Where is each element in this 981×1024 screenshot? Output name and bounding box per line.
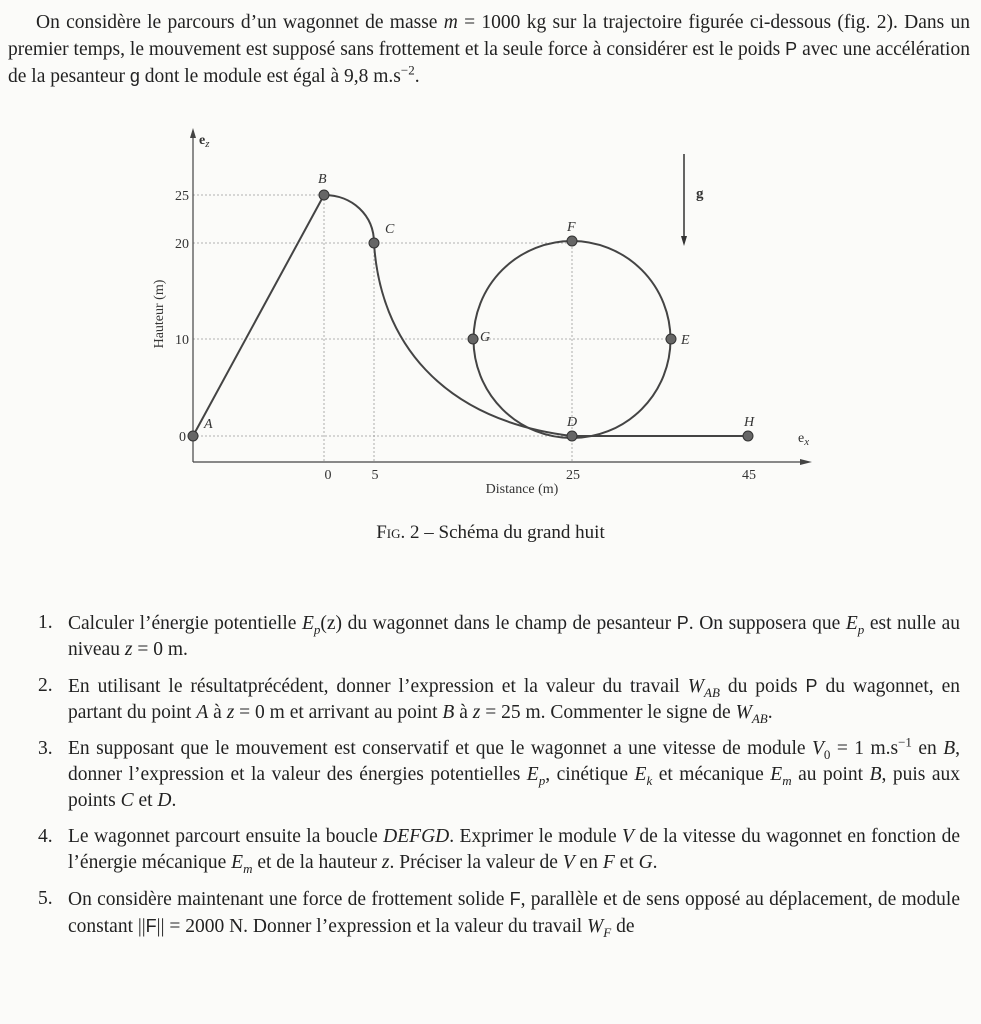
text: et	[133, 790, 158, 811]
label-H: H	[744, 415, 755, 430]
question-number: 5.	[38, 888, 53, 909]
text: .	[767, 702, 773, 723]
text: de la vitesse du wagonnet en fonction de l’énergie mécanique	[68, 826, 960, 873]
math-sub: 0	[823, 746, 831, 762]
exponent: −2	[400, 62, 415, 78]
point-H	[743, 431, 753, 441]
text: en	[911, 738, 944, 759]
math: D	[157, 790, 172, 811]
x-axis-arrow-icon	[800, 459, 812, 465]
math: W	[587, 916, 604, 937]
math: E	[634, 764, 647, 785]
caption-text: 2 – Schéma du grand huit	[405, 522, 605, 543]
caption-fig: Fig.	[376, 522, 406, 543]
intro-text: dont le module est égal à 9,8 m.s	[139, 66, 401, 87]
x-tick-5: 5	[371, 468, 379, 483]
ez-label: $e_z$	[199, 133, 210, 150]
math-sub: k	[646, 772, 653, 788]
text: Le wagonnet parcourt ensuite la boucle	[68, 826, 384, 847]
roller-coaster-diagram	[0, 120, 981, 510]
y-tick-0: 0	[179, 430, 186, 445]
gravity-label: g	[696, 186, 704, 202]
mass-value: = 1000 kg	[457, 12, 547, 33]
math: F	[602, 852, 615, 873]
math: G	[638, 852, 653, 873]
math: z	[124, 639, 133, 660]
x-tick-25: 25	[566, 468, 580, 483]
text: à	[454, 702, 473, 723]
text: , puis aux points	[68, 764, 961, 811]
label-G: G	[480, 330, 491, 345]
text: Calculer l’énergie potentielle	[68, 613, 302, 634]
math: E	[301, 613, 314, 634]
math: C	[120, 790, 134, 811]
text: . Préciser la valeur de	[389, 852, 563, 873]
text: . Exprimer le module	[449, 826, 623, 847]
track-segment-AB	[193, 195, 324, 436]
label-B: B	[318, 172, 327, 187]
math: B	[869, 764, 882, 785]
gravity-arrow-head-icon	[681, 236, 687, 246]
math: B	[442, 702, 455, 723]
text: , cinétique	[545, 764, 635, 785]
question-number: 4.	[38, 826, 53, 847]
math: V	[622, 826, 634, 847]
math-sub: p	[538, 772, 546, 788]
mass-variable: m	[443, 12, 458, 33]
text: = 1 m.s	[830, 738, 899, 759]
intro-text: .	[414, 66, 420, 87]
y-axis-arrow-icon	[190, 128, 196, 138]
text: .	[652, 852, 658, 873]
weight-symbol: P	[805, 676, 818, 696]
question-number: 1.	[38, 612, 53, 633]
math-sub: m	[243, 860, 253, 876]
track	[193, 195, 748, 438]
text: || = 2000 N. Donner l’expression et la valeur du travail	[156, 916, 588, 937]
math-sub: AB	[751, 710, 768, 726]
math: E	[231, 852, 244, 873]
x-axis-label: Distance (m)	[485, 482, 559, 497]
math-sub: p	[313, 621, 321, 637]
exponent: −1	[898, 734, 912, 750]
track-segment-BC	[324, 195, 374, 243]
point-F	[567, 236, 577, 246]
point-G	[468, 334, 478, 344]
question-5	[30, 886, 960, 940]
text: , donner l’expression et la valeur des énergies potentielles	[68, 738, 960, 785]
point-C	[369, 238, 379, 248]
text: à	[208, 702, 227, 723]
math-sub: m	[782, 772, 792, 788]
text: et de la hauteur	[252, 852, 382, 873]
math-sub: F	[603, 924, 612, 940]
label-D: D	[567, 415, 578, 430]
text: En utilisant le résultatprécédent, donner l’expression et la valeur du travail	[68, 676, 688, 697]
text: = 0 m.	[132, 639, 188, 660]
text: du poids	[719, 676, 806, 697]
x-tick-0: 0	[324, 468, 332, 483]
math: z	[381, 852, 390, 873]
math: W	[735, 702, 752, 723]
text: en	[574, 852, 603, 873]
weight-symbol: P	[785, 39, 798, 59]
y-tick-20: 20	[175, 237, 189, 252]
text: En supposant que le mouvement est conservatif et que le wagonnet a une vitesse de module	[68, 738, 812, 759]
label-E: E	[681, 333, 690, 348]
friction-symbol: F	[509, 889, 521, 909]
label-A: A	[204, 417, 213, 432]
label-C: C	[385, 222, 395, 237]
point-D	[567, 431, 577, 441]
point-E	[666, 334, 676, 344]
math: z	[226, 702, 235, 723]
text: = 0 m et arrivant au point	[234, 702, 443, 723]
math: z	[472, 702, 481, 723]
question-4	[30, 824, 960, 876]
math-sub: p	[857, 621, 865, 637]
math: E	[845, 613, 858, 634]
gravity-symbol: g	[129, 66, 140, 86]
text: du wagonnet dans le champ de pesanteur	[342, 613, 677, 634]
intro-paragraph	[8, 10, 970, 90]
friction-symbol: F	[145, 916, 157, 936]
y-tick-10: 10	[175, 333, 189, 348]
ex-label: $e_x$	[798, 431, 810, 448]
text: et	[614, 852, 639, 873]
question-3	[30, 736, 960, 814]
figure-caption	[0, 522, 981, 544]
x-tick-45: 45	[742, 468, 756, 483]
question-1	[30, 610, 960, 663]
math: DEFGD	[383, 826, 450, 847]
text: du wagonnet, en partant du point	[68, 676, 960, 723]
text: On considère maintenant une force de frottement solide	[68, 889, 510, 910]
text: et mécanique	[652, 764, 771, 785]
math: W	[687, 676, 704, 697]
math-sub: AB	[704, 684, 720, 700]
gridlines	[193, 195, 748, 462]
math: A	[196, 702, 209, 723]
math: V	[812, 738, 824, 759]
text: de	[611, 916, 635, 937]
point-B	[319, 190, 329, 200]
question-number: 2.	[38, 675, 53, 696]
math: E	[526, 764, 539, 785]
text: . On supposera que	[688, 613, 846, 634]
question-number: 3.	[38, 738, 53, 759]
text: , parallèle et de sens opposé au déplacement, de module constant ||	[68, 889, 961, 937]
text: = 25 m. Commenter le signe de	[480, 702, 736, 723]
text: au point	[791, 764, 870, 785]
weight-symbol: P	[676, 613, 689, 633]
question-list	[30, 610, 960, 950]
text: est nulle au niveau	[68, 613, 960, 660]
point-A	[188, 431, 198, 441]
math: E	[770, 764, 783, 785]
intro-text: sur la trajectoire figurée ci-dessous (fig. 2). Dans un premier temps, le mouvement est supposé sans frottement et la seule force à considérer est le poids	[8, 12, 970, 60]
math: V	[562, 852, 575, 873]
y-axis-label: Hauteur (m)	[152, 279, 167, 349]
math: B	[943, 738, 956, 759]
intro-text: avec une accélération de la pesanteur	[8, 39, 970, 87]
question-2	[30, 673, 960, 726]
y-tick-25: 25	[175, 189, 189, 204]
label-F: F	[567, 220, 576, 235]
text: .	[171, 790, 177, 811]
intro-text: On considère le parcours d’un wagonnet de masse	[36, 12, 444, 33]
math: (z)	[320, 613, 343, 634]
